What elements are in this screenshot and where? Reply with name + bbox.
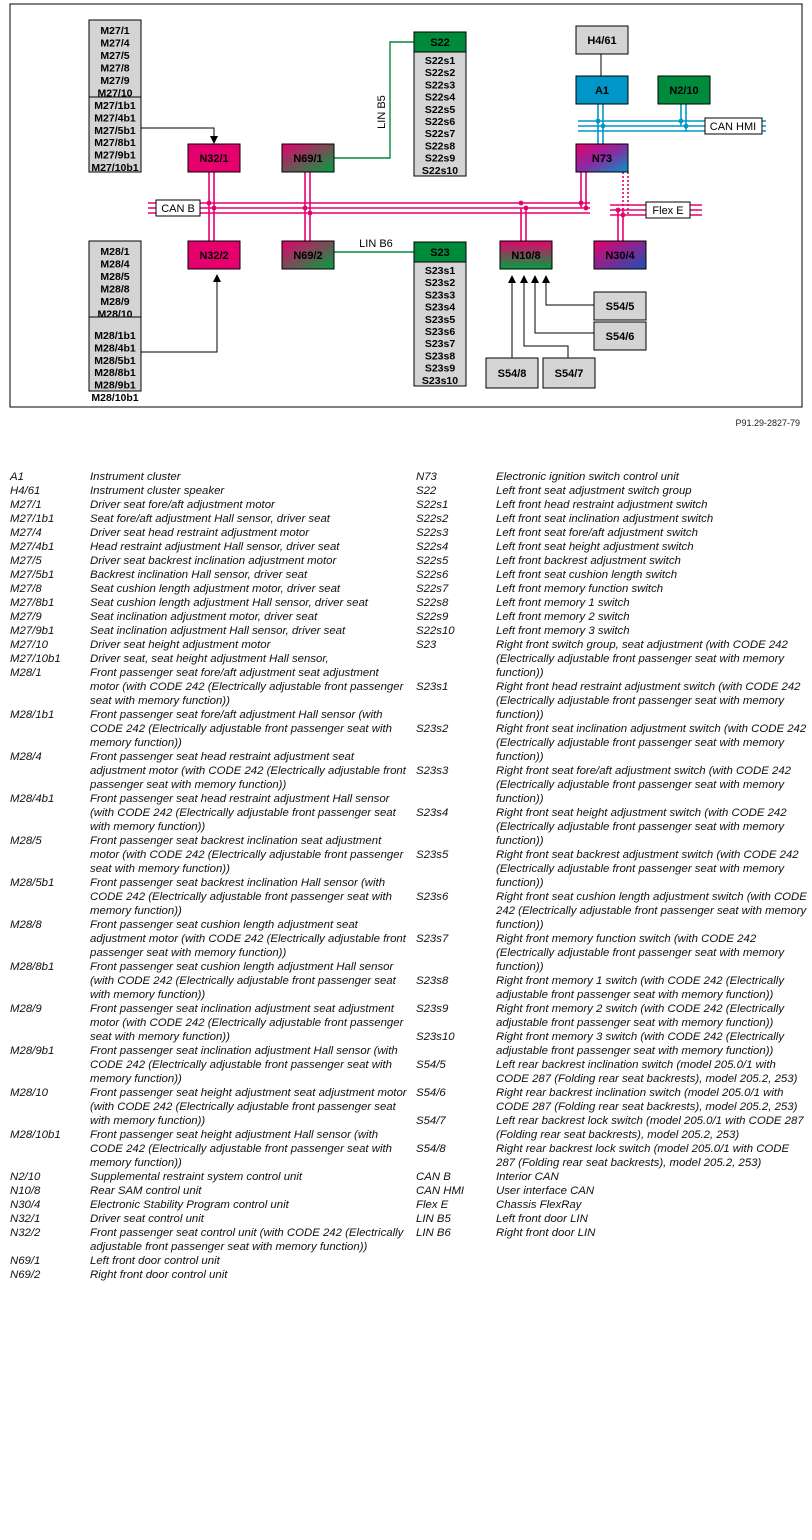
svg-text:N32/1: N32/1 — [199, 153, 229, 165]
legend-description: Right front seat inclination adjustment switch (with CODE 242 (Electrically adjustable front passenger seat with memory function)) — [496, 723, 807, 763]
legend-description: Right front seat height adjustment switch (with CODE 242 (Electrically adjustable front passenger seat with memory function)) — [496, 807, 787, 847]
legend-code: S23s6 — [416, 891, 449, 903]
legend-description: Right rear backrest inclination switch (model 205.0/1 with CODE 287 (Folding rear seat backrests), model 205.2, 253) — [496, 1087, 798, 1113]
legend-code: S22s2 — [416, 513, 449, 525]
legend-row — [10, 1268, 410, 1282]
legend-code: LIN B6 — [416, 1227, 451, 1239]
legend-description: Seat fore/aft adjustment Hall sensor, driver seat — [90, 513, 330, 525]
legend-row — [10, 1086, 410, 1128]
legend-description: Backrest inclination Hall sensor, driver seat — [90, 569, 308, 581]
legend-code: M27/1 — [10, 499, 42, 511]
legend-description: Front passenger seat cushion length adjustment seat adjustment motor (with CODE 242 (Electrically adjustable front passenger seat with memory function)) — [90, 919, 406, 959]
legend-code: M27/9b1 — [10, 625, 55, 637]
stack-label: M27/9b1 — [94, 149, 136, 162]
stack-label: S23s5 — [424, 313, 456, 326]
legend-code: M27/10 — [10, 639, 48, 651]
legend-description: Right front switch group, seat adjustment (with CODE 242 (Electrically adjustable front passenger seat with memory function)) — [496, 639, 788, 679]
legend-row — [10, 470, 410, 484]
stack-label: M28/9 — [100, 296, 130, 308]
legend-code: M27/9 — [10, 611, 42, 623]
legend-row — [10, 708, 410, 750]
legend-description: Supplemental restraint system control unit — [90, 1171, 303, 1183]
legend-row — [416, 1212, 808, 1226]
stack-label: M28/8b1 — [94, 367, 136, 380]
legend-description: User interface CAN — [496, 1185, 595, 1197]
legend-row — [416, 512, 808, 526]
legend-row — [10, 554, 410, 568]
legend-row — [416, 624, 808, 638]
legend-code: S23s10 — [416, 1031, 455, 1043]
legend-row — [10, 1212, 410, 1226]
legend-description: Front passenger seat inclination adjustment seat adjustment motor (with CODE 242 (Electrically adjustable front passenger seat with memory function)) — [90, 1003, 404, 1043]
legend-code: M27/5 — [10, 555, 42, 567]
legend-description: Electronic ignition switch control unit — [496, 471, 679, 483]
legend-code: N32/2 — [10, 1227, 41, 1239]
stack-label: M27/5 — [100, 50, 130, 62]
svg-text:S23: S23 — [430, 247, 450, 259]
legend-row — [416, 764, 808, 806]
module-n10-8 — [500, 241, 552, 269]
legend-code: N10/8 — [10, 1185, 41, 1197]
module-n32-2 — [188, 241, 240, 269]
stack-label: S23s10 — [421, 374, 459, 387]
svg-text:S54/8: S54/8 — [497, 368, 527, 380]
svg-text:N69/1: N69/1 — [293, 153, 323, 165]
label-flex-e — [646, 202, 690, 218]
legend-row — [10, 834, 410, 876]
module-s23 — [414, 242, 466, 262]
legend-code: N30/4 — [10, 1199, 41, 1211]
stack-label: M28/1 — [100, 246, 130, 258]
legend-code: S23s1 — [416, 681, 449, 693]
legend-code: S54/6 — [416, 1087, 446, 1099]
legend-right-column — [416, 470, 808, 1240]
legend-row — [416, 680, 808, 722]
legend-row — [416, 1030, 808, 1058]
legend-row — [10, 498, 410, 512]
module-n69-2 — [282, 241, 334, 269]
stack-label: M27/8b1 — [94, 137, 136, 150]
legend-row — [10, 1002, 410, 1044]
legend-description: Left front seat fore/aft adjustment switch — [496, 527, 698, 539]
stack-label: M27/10b1 — [91, 162, 139, 174]
stack-label: S22s5 — [424, 103, 456, 116]
legend-description: Seat inclination adjustment motor, driver seat — [90, 611, 318, 623]
svg-text:N10/8: N10/8 — [511, 250, 541, 262]
stack-label: M27/10 — [97, 87, 133, 100]
label-lin-b6: LIN B6 — [359, 238, 393, 250]
legend-row — [416, 1198, 808, 1212]
module-s54-6 — [594, 322, 646, 350]
svg-text:S54/5: S54/5 — [605, 301, 635, 313]
legend-description: Driver seat height adjustment motor — [90, 639, 271, 651]
legend-description: Right front memory function switch (with CODE 242 (Electrically adjustable front passenger seat with memory function)) — [496, 933, 785, 973]
stack-label: S23s3 — [424, 289, 456, 302]
stack-label: M27/1 — [100, 25, 130, 37]
legend-description: Interior CAN — [496, 1171, 559, 1183]
legend-code: S23s7 — [416, 933, 449, 945]
legend-description: Front passenger seat head restraint adjustment seat adjustment motor (with CODE 242 (Electrically adjustable front passenger seat with memory function)) — [90, 751, 406, 791]
legend-row — [416, 1114, 808, 1142]
stack-label: S22s7 — [424, 128, 456, 141]
legend-row — [10, 1254, 410, 1268]
legend-description: Left front door control unit — [90, 1255, 220, 1267]
legend-code: M28/10b1 — [10, 1129, 61, 1141]
legend-code: CAN HMI — [416, 1185, 465, 1197]
legend-description: Left front seat height adjustment switch — [496, 541, 694, 553]
stack-label: M27/9 — [100, 75, 130, 87]
legend-description: Right front seat cushion length adjustment switch (with CODE 242 (Electrically adjustable front passenger seat with memory function)) — [496, 891, 807, 931]
label-can-b — [156, 200, 200, 216]
legend-row — [416, 932, 808, 974]
legend-description: Front passenger seat fore/aft adjustment Hall sensor (with CODE 242 (Electrically adjustable front passenger seat with memory function)) — [90, 709, 392, 749]
legend-code: M27/8b1 — [10, 597, 55, 609]
legend-code: S22s6 — [416, 569, 449, 581]
legend-description: Front passenger seat height adjustment Hall sensor (with CODE 242 (Electrically adjustable front passenger seat with memory function)) — [90, 1129, 392, 1169]
legend-description: Left front door LIN — [496, 1213, 588, 1225]
legend-row — [416, 540, 808, 554]
module-s22 — [414, 32, 466, 52]
label-lin-b5: LIN B5 — [376, 95, 388, 129]
legend-code: M28/5b1 — [10, 877, 55, 889]
stack-label: M28/4 — [100, 258, 130, 271]
stack-label: M28/9b1 — [94, 379, 136, 392]
legend-code: S54/8 — [416, 1143, 446, 1155]
legend-code: LIN B5 — [416, 1213, 451, 1225]
svg-text:CAN B: CAN B — [161, 203, 195, 215]
legend-code: M27/1b1 — [10, 513, 55, 525]
legend-code: S23s4 — [416, 807, 449, 819]
svg-text:N2/10: N2/10 — [669, 85, 699, 97]
module-s54-7 — [543, 358, 595, 388]
legend-row — [10, 1184, 410, 1198]
legend-row — [416, 610, 808, 624]
legend-row — [416, 1170, 808, 1184]
legend-code: M28/4 — [10, 751, 42, 763]
legend-row — [416, 1142, 808, 1170]
stack-label: S23s2 — [424, 277, 456, 290]
legend-code: S23s2 — [416, 723, 449, 735]
legend-description: Front passenger seat height adjustment seat adjustment motor (with CODE 242 (Electrically adjustable front passenger seat with memory function)) — [90, 1087, 407, 1127]
legend-description: Right front door LIN — [496, 1227, 596, 1239]
legend-row — [416, 568, 808, 582]
legend-row — [416, 498, 808, 512]
legend-row — [10, 610, 410, 624]
legend-description: Electronic Stability Program control unit — [90, 1199, 289, 1211]
stack-label: M28/4b1 — [94, 342, 136, 355]
legend-description: Left front seat cushion length switch — [496, 569, 678, 581]
legend-code: S23s5 — [416, 849, 449, 861]
legend-row — [416, 806, 808, 848]
legend-row — [416, 596, 808, 610]
figure-reference: P91.29-2827-79 — [735, 418, 800, 428]
legend-description: Driver seat head restraint adjustment motor — [90, 527, 310, 539]
legend-description: Driver seat backrest inclination adjustment motor — [90, 555, 337, 567]
legend-code: M28/10 — [10, 1087, 48, 1099]
legend-row — [10, 918, 410, 960]
legend-description: Left front memory 2 switch — [496, 611, 630, 623]
stack-label: S23s4 — [424, 301, 456, 314]
legend-row — [416, 890, 808, 932]
legend-description: Right front door control unit — [90, 1269, 228, 1281]
module-a1 — [576, 76, 628, 104]
svg-text:Flex E: Flex E — [652, 205, 684, 217]
legend-code: S23s9 — [416, 1003, 449, 1015]
stack-label: S23s9 — [424, 362, 456, 375]
legend-code: N69/2 — [10, 1269, 41, 1281]
legend-row — [10, 1170, 410, 1184]
svg-text:N73: N73 — [591, 153, 613, 165]
legend-row — [10, 568, 410, 582]
legend-code: S22s8 — [416, 597, 449, 609]
legend-row — [416, 484, 808, 498]
legend-row — [10, 484, 410, 498]
stack-label: M28/8 — [100, 283, 130, 296]
module-n30-4 — [594, 241, 646, 269]
legend-row — [10, 792, 410, 834]
legend-row — [10, 1044, 410, 1086]
stack-label: S22s6 — [424, 116, 456, 128]
legend-code: A1 — [10, 471, 24, 483]
module-s54-5 — [594, 292, 646, 320]
legend-description: Front passenger seat fore/aft adjustment seat adjustment motor (with CODE 242 (Electrically adjustable front passenger seat with memory function)) — [90, 667, 404, 707]
svg-text:S22: S22 — [430, 37, 450, 49]
legend-description: Instrument cluster — [90, 471, 181, 483]
legend-code: S23s8 — [416, 975, 449, 987]
stack-label: M27/8 — [100, 62, 130, 75]
legend-description: Head restraint adjustment Hall sensor, driver seat — [90, 541, 340, 553]
legend-row — [416, 974, 808, 1002]
legend-description: Left rear backrest lock switch (model 205.0/1 with CODE 287 (Folding rear seat backrests), model 205.2, 253) — [496, 1115, 804, 1141]
legend-description: Right front memory 1 switch (with CODE 242 (Electrically adjustable front passenger seat with memory function)) — [496, 975, 785, 1001]
module-n73 — [576, 144, 628, 172]
stack-label: S22s2 — [424, 67, 456, 80]
legend-row — [416, 638, 808, 680]
legend-description: Left front memory 3 switch — [496, 625, 630, 637]
legend-description: Seat cushion length adjustment Hall sensor, driver seat — [90, 597, 368, 609]
legend-code: Flex E — [416, 1199, 449, 1211]
stack-label: M27/5b1 — [94, 124, 136, 137]
legend-row — [10, 596, 410, 610]
legend-description: Left front head restraint adjustment switch — [496, 499, 708, 511]
legend-row — [416, 470, 808, 484]
legend-row — [416, 1002, 808, 1030]
legend-row — [10, 526, 410, 540]
stack-label: S22s10 — [421, 164, 459, 177]
legend-code: S22s7 — [416, 583, 449, 595]
module-h4-61 — [576, 26, 628, 54]
legend-code: N73 — [416, 471, 437, 483]
legend-row — [10, 624, 410, 638]
legend-description: Front passenger seat backrest inclination Hall sensor (with CODE 242 (Electrically adjustable front passenger seat with memory function)) — [90, 877, 392, 917]
legend-code: M27/8 — [10, 583, 42, 595]
legend-description: Instrument cluster speaker — [90, 485, 225, 497]
stack-label: S22s3 — [424, 79, 456, 92]
legend-row — [10, 876, 410, 918]
stack-label: S23s7 — [424, 338, 456, 351]
legend-description: Left front memory function switch — [496, 583, 664, 595]
legend-code: S23 — [416, 639, 437, 651]
stack-label: M28/1b1 — [94, 330, 136, 342]
stack-label: M27/1b1 — [94, 100, 136, 112]
legend-code: M28/9 — [10, 1003, 42, 1015]
module-n2-10 — [658, 76, 710, 104]
stack-label: M28/10b1 — [91, 392, 139, 404]
legend-code: S22s4 — [416, 541, 449, 553]
legend-description: Front passenger seat cushion length adjustment Hall sensor (with CODE 242 (Electrically adjustable front passenger seat with memory function)) — [90, 961, 396, 1001]
legend-row — [416, 1058, 808, 1086]
legend-code: H4/61 — [10, 485, 41, 497]
stack-label: S22s1 — [424, 55, 456, 67]
stack-label: M27/4 — [100, 37, 130, 50]
legend-description: Chassis FlexRay — [496, 1199, 582, 1211]
s22-stack — [414, 52, 466, 177]
stack-label: M28/10 — [97, 308, 133, 321]
legend-description: Front passenger seat head restraint adjustment Hall sensor (with CODE 242 (Electrically adjustable front passenger seat with memory function)) — [90, 793, 396, 833]
module-s54-8 — [486, 358, 538, 388]
legend-code: S22 — [416, 485, 437, 497]
legend-code: S54/5 — [416, 1059, 446, 1071]
legend-description: Right front seat fore/aft adjustment switch (with CODE 242 (Electrically adjustable front passenger seat with memory function)) — [496, 765, 792, 805]
legend-row — [416, 848, 808, 890]
legend-description: Right front memory 2 switch (with CODE 242 (Electrically adjustable front passenger seat with memory function)) — [496, 1003, 785, 1029]
legend-description: Left front memory 1 switch — [496, 597, 630, 609]
legend-code: M28/8 — [10, 919, 42, 931]
legend-row — [10, 582, 410, 596]
svg-text:CAN HMI: CAN HMI — [709, 121, 757, 133]
legend-row — [10, 1128, 410, 1170]
stack-label: S22s4 — [424, 91, 456, 104]
stack-label: M28/5 — [100, 271, 130, 283]
legend-row — [10, 1198, 410, 1212]
legend-row — [416, 1086, 808, 1114]
legend-code: M27/4b1 — [10, 541, 55, 553]
module-n32-1 — [188, 144, 240, 172]
legend-row — [416, 526, 808, 540]
legend-row — [416, 1184, 808, 1198]
stack-label: M27/4b1 — [94, 112, 136, 125]
stack-label: M28/5b1 — [94, 354, 136, 367]
legend-row — [10, 652, 410, 666]
legend-code: M27/5b1 — [10, 569, 55, 581]
legend-description: Left front backrest adjustment switch — [496, 555, 681, 567]
legend-code: S22s3 — [416, 527, 449, 539]
stack-label: S22s9 — [424, 152, 456, 165]
legend-code: M28/9b1 — [10, 1045, 55, 1057]
legend-row — [416, 554, 808, 568]
legend-code: M27/4 — [10, 527, 42, 539]
legend-code: M28/5 — [10, 835, 42, 847]
legend-code: M28/4b1 — [10, 793, 55, 805]
legend-description: Right front head restraint adjustment switch (with CODE 242 (Electrically adjustable front passenger seat with memory function)) — [496, 681, 801, 721]
legend-description: Seat inclination adjustment Hall sensor, driver seat — [90, 625, 346, 637]
legend-code: N32/1 — [10, 1213, 41, 1225]
legend-code: M28/8b1 — [10, 961, 55, 973]
legend-description: Driver seat, seat height adjustment Hall sensor, — [90, 653, 329, 665]
legend-description: Front passenger seat backrest inclination seat adjustment motor (with CODE 242 (Electrically adjustable front passenger seat with memory function)) — [90, 835, 404, 875]
legend-code: M28/1 — [10, 667, 42, 679]
svg-text:S54/6: S54/6 — [605, 331, 635, 343]
legend-code: S22s1 — [416, 499, 449, 511]
legend-code: M28/1b1 — [10, 709, 55, 721]
legend-code: N69/1 — [10, 1255, 41, 1267]
stack-label: S22s8 — [424, 140, 456, 153]
legend-left-column — [10, 470, 410, 1282]
stack-label: S23s6 — [424, 326, 456, 338]
legend-row — [10, 540, 410, 554]
s23-stack — [414, 262, 466, 387]
legend-description: Right front seat backrest adjustment switch (with CODE 242 (Electrically adjustable front passenger seat with memory function)) — [496, 849, 799, 889]
legend-row — [10, 750, 410, 792]
m27-stack — [89, 20, 141, 174]
legend-code: S22s9 — [416, 611, 449, 623]
svg-text:H4/61: H4/61 — [587, 35, 617, 47]
legend-code: S54/7 — [416, 1115, 446, 1127]
legend-row — [10, 666, 410, 708]
legend-code: S22s10 — [416, 625, 455, 637]
svg-text:A1: A1 — [594, 85, 610, 97]
legend-description: Left rear backrest inclination switch (model 205.0/1 with CODE 287 (Folding rear seat backrests), model 205.2, 253) — [496, 1059, 798, 1085]
legend-description: Right rear backrest lock switch (model 205.0/1 with CODE 287 (Folding rear seat backrests), model 205.2, 253) — [496, 1143, 790, 1169]
legend-description: Left front seat adjustment switch group — [496, 485, 692, 497]
svg-text:N69/2: N69/2 — [293, 250, 323, 262]
legend-code: CAN B — [416, 1171, 451, 1183]
legend-description: Front passenger seat inclination adjustment Hall sensor (with CODE 242 (Electrically adjustable front passenger seat with memory function)) — [90, 1045, 398, 1085]
m28-stack — [89, 241, 141, 404]
legend-code: S23s3 — [416, 765, 449, 777]
stack-label: S23s8 — [424, 350, 456, 363]
module-n69-1 — [282, 144, 334, 172]
stack-label: S23s1 — [424, 265, 456, 277]
svg-text:N30/4: N30/4 — [605, 250, 635, 262]
legend-row — [10, 638, 410, 652]
legend-row — [10, 512, 410, 526]
legend-row — [10, 1226, 410, 1254]
network-diagram — [0, 0, 812, 432]
legend-description: Front passenger seat control unit (with CODE 242 (Electrically adjustable front passenger seat with memory function)) — [90, 1227, 404, 1253]
legend-description: Right front memory 3 switch (with CODE 242 (Electrically adjustable front passenger seat with memory function)) — [496, 1031, 785, 1057]
legend-code: S22s5 — [416, 555, 449, 567]
svg-text:S54/7: S54/7 — [554, 368, 584, 380]
svg-text:N32/2: N32/2 — [199, 250, 229, 262]
legend-description: Driver seat fore/aft adjustment motor — [90, 499, 275, 511]
legend-row — [416, 582, 808, 596]
legend-description: Rear SAM control unit — [90, 1185, 202, 1197]
legend-description: Left front seat inclination adjustment switch — [496, 513, 714, 525]
legend-row — [416, 722, 808, 764]
legend-description: Driver seat control unit — [90, 1213, 204, 1225]
legend-code: M27/10b1 — [10, 653, 61, 665]
legend-description: Seat cushion length adjustment motor, driver seat — [90, 583, 341, 595]
legend-row — [416, 1226, 808, 1240]
legend-row — [10, 960, 410, 1002]
label-can-hmi — [705, 118, 762, 134]
legend-code: N2/10 — [10, 1171, 41, 1183]
